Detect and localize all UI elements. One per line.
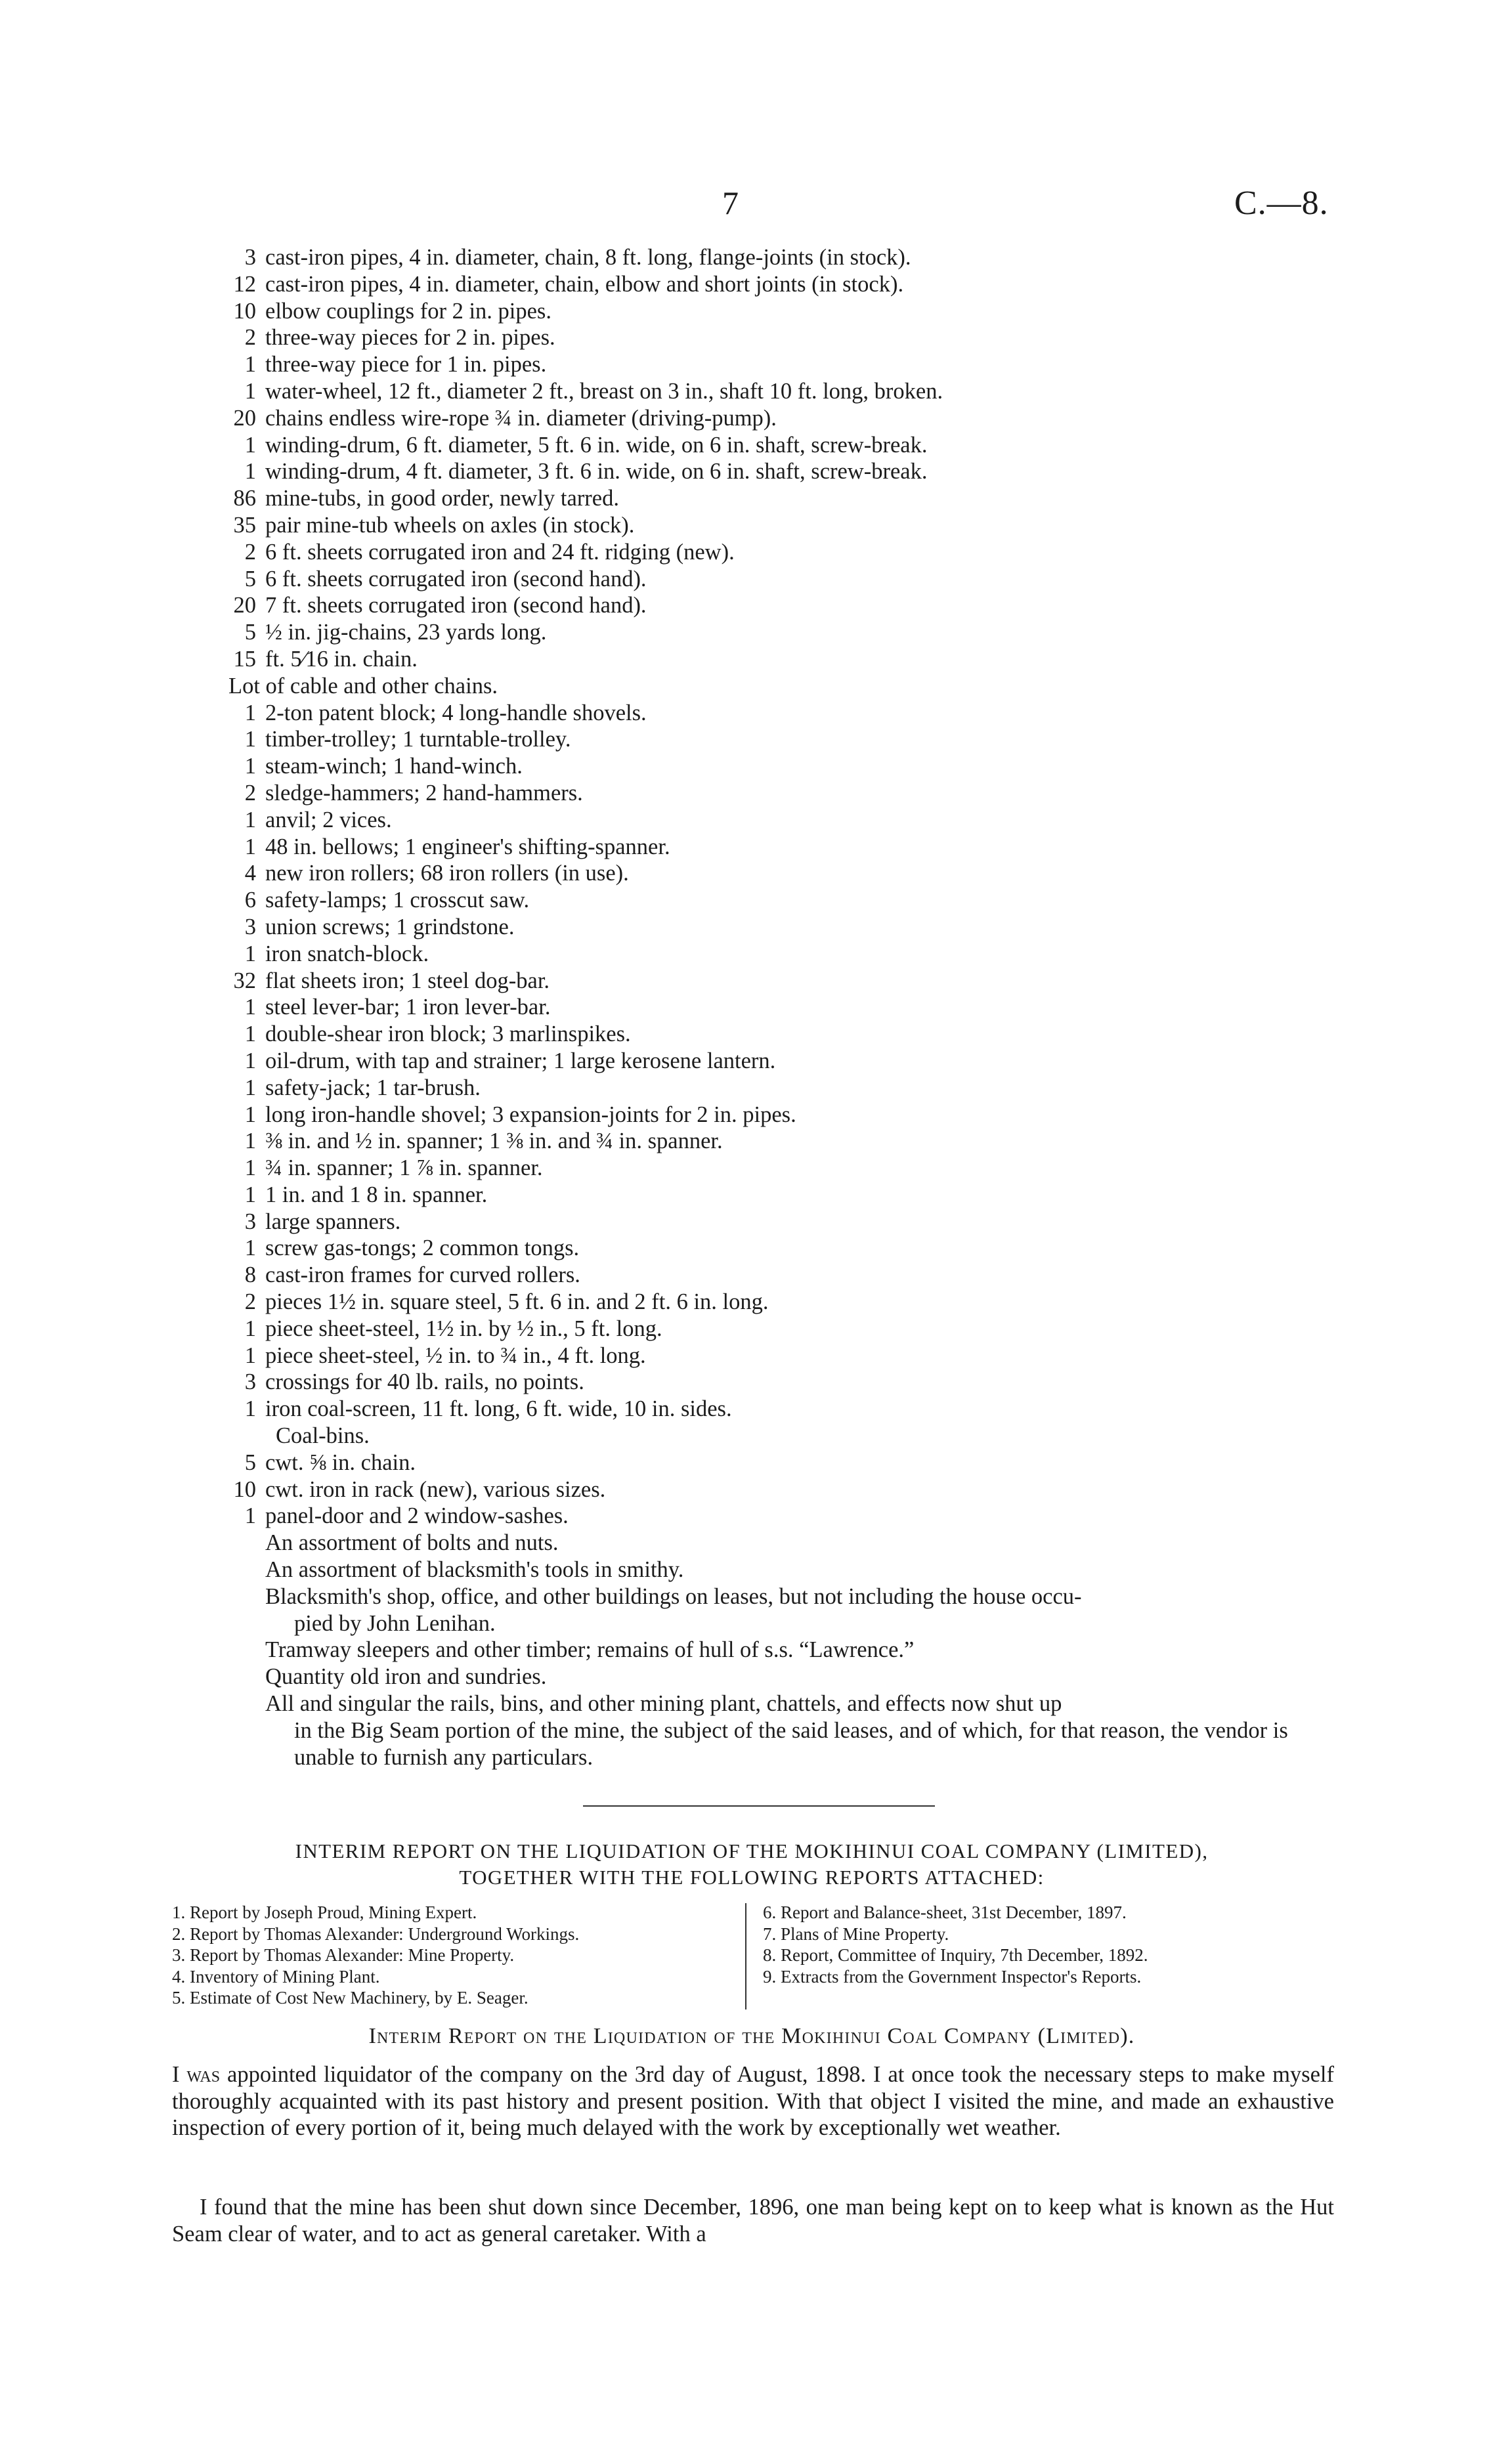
inventory-description: safety-jack; 1 tar-brush.: [265, 1075, 481, 1100]
inventory-item: [223, 1182, 1339, 1209]
attached-reports-left-column: [172, 1902, 737, 2009]
inventory-quantity: 5: [244, 1450, 256, 1475]
inventory-quantity: 10: [233, 298, 256, 324]
inventory-quantity: 1: [244, 727, 256, 752]
inventory-item: [223, 1423, 1339, 1450]
inventory-quantity: 32: [233, 968, 256, 993]
inventory-quantity: 1: [244, 1182, 256, 1207]
attached-report-item: 1. Report by Joseph Proud, Mining Expert.: [172, 1902, 477, 1922]
inventory-description: cast-iron pipes, 4 in. diameter, chain, 8 ft. long, flange-joints (in stock).: [265, 245, 911, 270]
inventory-item: [223, 566, 1339, 593]
inventory-description: three-way pieces for 2 in. pipes.: [265, 325, 555, 351]
inventory-note-continuation: in the Big Seam portion of the mine, the subject of the said leases, and of which, for that reason, the vendor is unable to furnish any particulars.: [294, 1717, 1288, 1770]
inventory-item: [223, 378, 1339, 405]
inventory-item: [223, 271, 1339, 298]
inventory-description: ½ in. jig-chains, 23 yards long.: [265, 620, 547, 645]
inventory-quantity: 6: [244, 888, 256, 913]
inventory-list: [223, 244, 1339, 1771]
inventory-note: [223, 1690, 1335, 1771]
inventory-item: [223, 1102, 1339, 1128]
inventory-description: cwt. ⅝ in. chain.: [265, 1450, 416, 1475]
inventory-quantity: 1: [244, 834, 256, 859]
inventory-description: safety-lamps; 1 crosscut saw.: [265, 888, 530, 913]
paragraph-body-2: I found that the mine has been shut down since December, 1896, one man being kept on to keep what is known as the Hut Seam clear of water, and to act as general caretaker. With a: [172, 2195, 1334, 2246]
inventory-description: winding-drum, 4 ft. diameter, 3 ft. 6 in. wide, on 6 in. shaft, screw-break.: [265, 459, 928, 484]
attached-report-item: 2. Report by Thomas Alexander: Underground Workings.: [172, 1923, 580, 1944]
inventory-note: [223, 1557, 1339, 1583]
inventory-note: [223, 1583, 1335, 1637]
attached-report-item: 9. Extracts from the Government Inspector's Reports.: [763, 1966, 1142, 1987]
inventory-item: [223, 244, 1339, 271]
report-title: Interim Report on the Liquidation of the Mokihinui Coal Company (Limited).: [368, 2024, 1135, 2048]
paragraph-body: appointed liquidator of the company on the 3rd day of August, 1898. I at once took the necessary steps to make myself thoroughly acquainted with its past history and present position. With that object I visited the mine, and made an exhaustive inspection of every portion of it, being much delayed with the work by exceptionally wet weather.: [172, 2062, 1334, 2140]
inventory-description: oil-drum, with tap and strainer; 1 large kerosene lantern.: [265, 1048, 776, 1073]
attached-report-item: 3. Report by Thomas Alexander: Mine Property.: [172, 1945, 515, 1965]
inventory-item: [223, 994, 1339, 1021]
attached-report-item: 5. Estimate of Cost New Machinery, by E. Seager.: [172, 1988, 529, 2008]
inventory-item: [223, 1289, 1339, 1316]
inventory-description: anvil; 2 vices.: [265, 807, 392, 832]
inventory-quantity: 1: [244, 1021, 256, 1047]
inventory-quantity: 2: [244, 1289, 256, 1315]
inventory-description: iron snatch-block.: [265, 941, 429, 966]
inventory-quantity: 8: [244, 1262, 256, 1288]
inventory-description: union screws; 1 grindstone.: [265, 914, 515, 939]
paragraph-lead: I was: [172, 2062, 221, 2087]
inventory-quantity: 1: [244, 1236, 256, 1261]
inventory-description: water-wheel, 12 ft., diameter 2 ft., breast on 3 in., shaft 10 ft. long, broken.: [265, 378, 943, 404]
inventory-description: 1 in. and 1 8 in. spanner.: [265, 1182, 488, 1207]
inventory-quantity: 1: [244, 754, 256, 779]
inventory-item: [223, 539, 1339, 566]
inventory-quantity: 3: [244, 1369, 256, 1395]
inventory-description: 6 ft. sheets corrugated iron and 24 ft. ridging (new).: [265, 539, 735, 565]
inventory-quantity: 5: [244, 566, 256, 591]
inventory-item: [223, 1021, 1339, 1048]
inventory-note-text: An assortment of blacksmith's tools in smithy.: [265, 1557, 684, 1583]
inventory-quantity: 1: [244, 1343, 256, 1368]
inventory-item: [223, 1476, 1339, 1503]
inventory-description: crossings for 40 lb. rails, no points.: [265, 1369, 584, 1395]
inventory-quantity: 2: [244, 780, 256, 806]
column-divider: [745, 1903, 746, 2009]
inventory-item: [223, 512, 1339, 539]
inventory-item: [223, 673, 1339, 700]
attached-reports-right-column: [763, 1902, 1354, 1987]
inventory-item: [223, 1128, 1339, 1155]
inventory-quantity: 3: [244, 245, 256, 270]
inventory-quantity: 12: [233, 271, 256, 297]
inventory-description: iron coal-screen, 11 ft. long, 6 ft. wide, 10 in. sides.: [265, 1396, 732, 1422]
inventory-quantity: 1: [244, 1396, 256, 1422]
inventory-description: steam-winch; 1 hand-winch.: [265, 754, 523, 779]
inventory-quantity: 1: [244, 700, 256, 725]
inventory-item: [223, 592, 1339, 619]
inventory-description: cast-iron pipes, 4 in. diameter, chain, elbow and short joints (in stock).: [265, 271, 904, 297]
inventory-description: flat sheets iron; 1 steel dog-bar.: [265, 968, 550, 993]
inventory-quantity: 1: [244, 1316, 256, 1341]
inventory-description: ⅜ in. and ½ in. spanner; 1 ⅜ in. and ¾ in. spanner.: [265, 1128, 723, 1154]
inventory-description: three-way piece for 1 in. pipes.: [265, 352, 547, 377]
inventory-description: cast-iron frames for curved rollers.: [265, 1262, 580, 1288]
attached-report-item: 6. Report and Balance-sheet, 31st December, 1897.: [763, 1902, 1127, 1922]
inventory-description: piece sheet-steel, ½ in. to ¾ in., 4 ft. long.: [265, 1343, 646, 1368]
inventory-quantity: 1: [244, 1075, 256, 1100]
inventory-item: [223, 1450, 1339, 1476]
inventory-item: [223, 1503, 1339, 1530]
inventory-item: [223, 1235, 1339, 1262]
attached-report-item: 4. Inventory of Mining Plant.: [172, 1966, 380, 1987]
inventory-quantity: 35: [233, 512, 256, 538]
inventory-item: [223, 914, 1339, 941]
inventory-description: elbow couplings for 2 in. pipes.: [265, 298, 551, 324]
inventory-note-text: All and singular the rails, bins, and other mining plant, chattels, and effects now shut up: [265, 1691, 1062, 1717]
inventory-item: [223, 324, 1339, 351]
inventory-item: [223, 700, 1339, 727]
inventory-quantity: 3: [244, 1209, 256, 1234]
inventory-item: [223, 1369, 1339, 1396]
inventory-description: chains endless wire-rope ¾ in. diameter (driving-pump).: [265, 405, 777, 431]
inventory-note-text: An assortment of bolts and nuts.: [265, 1530, 559, 1556]
inventory-quantity: 15: [233, 646, 256, 672]
inventory-description: timber-trolley; 1 turntable-trolley.: [265, 727, 571, 752]
inventory-quantity: 1: [244, 378, 256, 404]
inventory-item: [223, 458, 1339, 485]
attached-report-item: 8. Report, Committee of Inquiry, 7th December, 1892.: [763, 1945, 1148, 1965]
interim-heading-line2: TOGETHER WITH THE FOLLOWING REPORTS ATTACHED:: [459, 1866, 1045, 1889]
inventory-note-continuation: pied by John Lenihan.: [294, 1610, 496, 1636]
inventory-description: sledge-hammers; 2 hand-hammers.: [265, 780, 583, 806]
inventory-item: [223, 1075, 1339, 1102]
inventory-description: 6 ft. sheets corrugated iron (second hand).: [265, 566, 647, 591]
inventory-quantity: 1: [244, 432, 256, 458]
attached-report-item: 7. Plans of Mine Property.: [763, 1923, 949, 1944]
inventory-item: [223, 1316, 1339, 1343]
paragraph-mine-status: [172, 2194, 1334, 2247]
inventory-quantity: 1: [244, 807, 256, 832]
inventory-description: 48 in. bellows; 1 engineer's shifting-spanner.: [265, 834, 670, 859]
inventory-note: [223, 1637, 1339, 1664]
inventory-quantity: 20: [233, 593, 256, 618]
inventory-item: [223, 351, 1339, 378]
inventory-item: [223, 834, 1339, 861]
inventory-description: long iron-handle shovel; 3 expansion-joints for 2 in. pipes.: [265, 1102, 796, 1127]
inventory-quantity: 1: [244, 1128, 256, 1154]
inventory-item: [223, 780, 1339, 807]
inventory-description: pieces 1½ in. square steel, 5 ft. 6 in. and 2 ft. 6 in. long.: [265, 1289, 769, 1315]
inventory-quantity: 5: [244, 620, 256, 645]
inventory-item: [223, 941, 1339, 968]
inventory-item: [223, 968, 1339, 995]
inventory-description: piece sheet-steel, 1½ in. by ½ in., 5 ft. long.: [265, 1316, 662, 1341]
inventory-item: [223, 1155, 1339, 1182]
inventory-item: [223, 753, 1339, 780]
inventory-quantity: 1: [244, 1102, 256, 1127]
inventory-quantity: 1: [244, 941, 256, 966]
inventory-note: [223, 1530, 1339, 1557]
inventory-description: pair mine-tub wheels on axles (in stock).: [265, 512, 635, 538]
inventory-description: cwt. iron in rack (new), various sizes.: [265, 1476, 606, 1502]
inventory-description: panel-door and 2 window-sashes.: [265, 1503, 569, 1529]
inventory-item: [223, 485, 1339, 512]
inventory-quantity: 1: [244, 459, 256, 484]
inventory-note-text: Tramway sleepers and other timber; remains of hull of s.s. “Lawrence.”: [265, 1637, 915, 1663]
inventory-description: large spanners.: [265, 1209, 401, 1234]
interim-heading-line1: INTERIM REPORT ON THE LIQUIDATION OF THE MOKIHINUI COAL COMPANY (LIMITED),: [295, 1839, 1209, 1862]
inventory-item: [223, 619, 1339, 646]
inventory-quantity: 1: [244, 1155, 256, 1181]
inventory-description: mine-tubs, in good order, newly tarred.: [265, 486, 619, 511]
inventory-quantity: 20: [233, 405, 256, 431]
inventory-description: screw gas-tongs; 2 common tongs.: [265, 1236, 580, 1261]
document-reference: C.—8.: [1234, 184, 1329, 222]
inventory-description: steel lever-bar; 1 iron lever-bar.: [265, 995, 551, 1020]
inventory-quantity: 2: [244, 325, 256, 351]
inventory-item: [223, 405, 1339, 432]
inventory-description: double-shear iron block; 3 marlinspikes.: [265, 1021, 631, 1047]
inventory-quantity: 2: [244, 539, 256, 565]
inventory-item: [223, 887, 1339, 914]
inventory-quantity: 4: [244, 861, 256, 886]
inventory-description: ft. 5⁄16 in. chain.: [265, 646, 418, 672]
inventory-item: [223, 1048, 1339, 1075]
paragraph-appointment: [172, 2061, 1334, 2141]
inventory-item: [223, 1262, 1339, 1289]
section-divider: [583, 1805, 935, 1807]
inventory-description: new iron rollers; 68 iron rollers (in use).: [265, 861, 629, 886]
inventory-item: [223, 1209, 1339, 1236]
inventory-note-text: Blacksmith's shop, office, and other buildings on leases, but not including the house occu-: [265, 1583, 1082, 1609]
inventory-item: [223, 726, 1339, 753]
inventory-description: 7 ft. sheets corrugated iron (second hand).: [265, 593, 647, 618]
inventory-description: 2-ton patent block; 4 long-handle shovels.: [265, 700, 647, 725]
inventory-item: [223, 1396, 1339, 1423]
inventory-item: [223, 432, 1339, 459]
inventory-quantity: 1: [244, 1048, 256, 1073]
inventory-quantity: 1: [244, 352, 256, 377]
inventory-item: [223, 1343, 1339, 1369]
inventory-item: [223, 860, 1339, 887]
interim-report-heading: [164, 1838, 1339, 1891]
inventory-note: [223, 1664, 1339, 1690]
inventory-description: Coal-bins.: [276, 1423, 370, 1449]
inventory-item: [223, 807, 1339, 834]
inventory-description: winding-drum, 6 ft. diameter, 5 ft. 6 in. wide, on 6 in. shaft, screw-break.: [265, 432, 928, 458]
inventory-item: [223, 646, 1339, 673]
inventory-note-text: Quantity old iron and sundries.: [265, 1664, 547, 1690]
inventory-quantity: 3: [244, 914, 256, 939]
inventory-description: Lot of cable and other chains.: [228, 673, 498, 698]
page-number: 7: [722, 184, 739, 221]
inventory-quantity: 10: [233, 1476, 256, 1502]
inventory-quantity: 1: [244, 995, 256, 1020]
inventory-quantity: 86: [233, 486, 256, 511]
inventory-quantity: 1: [244, 1503, 256, 1529]
inventory-item: [223, 298, 1339, 325]
inventory-description: ¾ in. spanner; 1 ⅞ in. spanner.: [265, 1155, 543, 1181]
